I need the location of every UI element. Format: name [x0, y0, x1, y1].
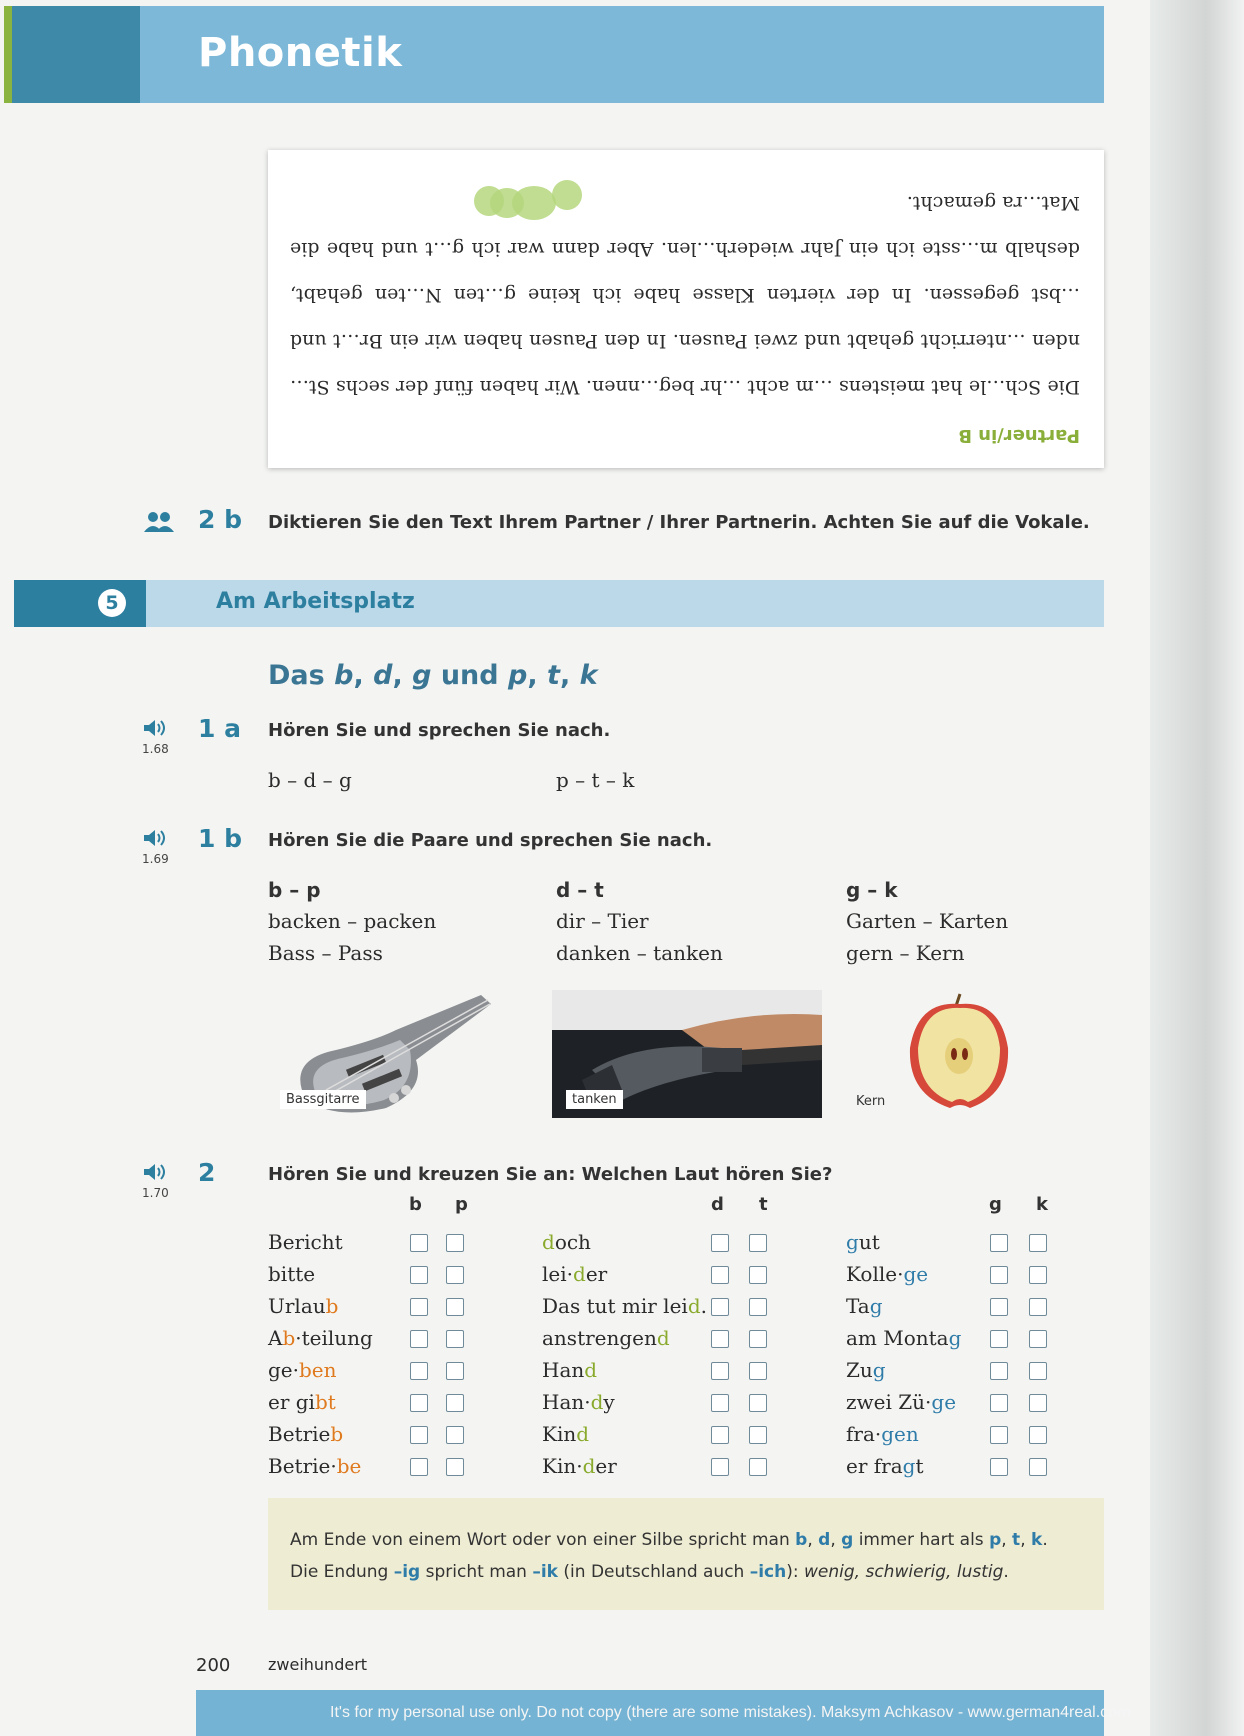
- audio-speaker-icon[interactable]: [142, 1162, 168, 1186]
- task2-word: Betrieb: [268, 1422, 344, 1446]
- section-title: Am Arbeitsplatz: [216, 589, 415, 614]
- column-header: p: [455, 1194, 468, 1215]
- image-caption: Bassgitarre: [280, 1090, 366, 1109]
- decorative-blob: [552, 180, 582, 210]
- answer-checkbox[interactable]: [711, 1394, 729, 1412]
- task-instruction: Hören Sie die Paare und sprechen Sie nach.: [268, 830, 713, 851]
- answer-checkbox[interactable]: [410, 1394, 428, 1412]
- answer-checkbox[interactable]: [410, 1426, 428, 1444]
- task2-word: lei·der: [542, 1262, 608, 1286]
- answer-checkbox[interactable]: [1029, 1266, 1047, 1284]
- answer-checkbox[interactable]: [1029, 1234, 1047, 1252]
- task2-word: zwei Zü·ge: [846, 1390, 957, 1414]
- answer-checkbox[interactable]: [1029, 1362, 1047, 1380]
- answer-checkbox[interactable]: [1029, 1298, 1047, 1316]
- task2-word: gut: [846, 1230, 880, 1254]
- answer-checkbox[interactable]: [749, 1298, 767, 1316]
- answer-checkbox[interactable]: [990, 1426, 1008, 1444]
- answer-checkbox[interactable]: [749, 1362, 767, 1380]
- task2-word: Zug: [846, 1358, 886, 1382]
- answer-checkbox[interactable]: [711, 1458, 729, 1476]
- answer-checkbox[interactable]: [990, 1362, 1008, 1380]
- answer-checkbox[interactable]: [446, 1426, 464, 1444]
- page-number: 200: [196, 1655, 231, 1676]
- task2-word: anstrengend: [542, 1326, 670, 1350]
- partner-text: Die Sch…le hat meistens …m acht …hr beg…nnen. Wir haben fünf der sechs St…nden …nterricht gehabt und zwei Pausen. In den Pausen haben wir ein Br…t und …bst gegessen. In der vierten Klasse habe ich keine g…ten N…ten gehabt, deshalb m…sste ich ein Jahr wiederh…len. Aber dann war ich g…t und habe die Mat…ra gemacht.: [290, 192, 1080, 398]
- answer-checkbox[interactable]: [410, 1234, 428, 1252]
- answer-checkbox[interactable]: [1029, 1458, 1047, 1476]
- task2-word: fra·gen: [846, 1422, 919, 1446]
- pair-heading: g – k: [846, 878, 898, 902]
- answer-checkbox[interactable]: [446, 1458, 464, 1476]
- task2-word: Kolle·ge: [846, 1262, 929, 1286]
- page-title: Phonetik: [198, 30, 403, 76]
- task2-word: Das tut mir leid.: [542, 1294, 707, 1318]
- answer-checkbox[interactable]: [1029, 1394, 1047, 1412]
- task2-word: am Montag: [846, 1326, 962, 1350]
- word-pair: danken – tanken: [556, 941, 723, 965]
- task2-word: Kind: [542, 1422, 590, 1446]
- task-number: 1 a: [198, 714, 241, 743]
- word-pair: gern – Kern: [846, 941, 965, 965]
- page-number-word: zweihundert: [268, 1655, 368, 1674]
- answer-checkbox[interactable]: [711, 1298, 729, 1316]
- answer-checkbox[interactable]: [749, 1330, 767, 1348]
- column-header: k: [1036, 1194, 1048, 1215]
- word-pair: Garten – Karten: [846, 909, 1009, 933]
- task2-word: er gibt: [268, 1390, 336, 1414]
- sound-group: p – t – k: [556, 768, 635, 792]
- word-pair: dir – Tier: [556, 909, 649, 933]
- answer-checkbox[interactable]: [446, 1234, 464, 1252]
- answer-checkbox[interactable]: [990, 1458, 1008, 1476]
- exercise-heading: Das b, d, g und p, t, k: [268, 660, 598, 691]
- section-number: 5: [98, 589, 126, 617]
- answer-checkbox[interactable]: [446, 1362, 464, 1380]
- fuel-nozzle-image: [552, 990, 822, 1118]
- answer-checkbox[interactable]: [990, 1234, 1008, 1252]
- column-header: b: [409, 1194, 422, 1215]
- answer-checkbox[interactable]: [446, 1298, 464, 1316]
- pair-heading: d – t: [556, 878, 604, 902]
- answer-checkbox[interactable]: [990, 1394, 1008, 1412]
- answer-checkbox[interactable]: [410, 1266, 428, 1284]
- answer-checkbox[interactable]: [1029, 1426, 1047, 1444]
- pair-heading: b – p: [268, 878, 321, 902]
- task2-word: bitte: [268, 1262, 316, 1286]
- answer-checkbox[interactable]: [446, 1394, 464, 1412]
- answer-checkbox[interactable]: [749, 1234, 767, 1252]
- track-number: 1.68: [142, 742, 169, 756]
- audio-speaker-icon[interactable]: [142, 828, 168, 852]
- answer-checkbox[interactable]: [990, 1330, 1008, 1348]
- audio-speaker-icon[interactable]: [142, 718, 168, 742]
- task-number: 2: [198, 1158, 216, 1187]
- answer-checkbox[interactable]: [410, 1362, 428, 1380]
- task2-word: ge·ben: [268, 1358, 337, 1382]
- task2-word: Kin·der: [542, 1454, 617, 1478]
- task2-word: Tag: [846, 1294, 883, 1318]
- partner-b-card: [268, 150, 1104, 468]
- header-dark-block: [12, 6, 144, 103]
- answer-checkbox[interactable]: [711, 1362, 729, 1380]
- task2-word: Betrie·be: [268, 1454, 362, 1478]
- answer-checkbox[interactable]: [711, 1266, 729, 1284]
- answer-checkbox[interactable]: [990, 1298, 1008, 1316]
- answer-checkbox[interactable]: [749, 1394, 767, 1412]
- track-number: 1.69: [142, 852, 169, 866]
- task2-word: er fragt: [846, 1454, 924, 1478]
- answer-checkbox[interactable]: [711, 1426, 729, 1444]
- answer-checkbox[interactable]: [410, 1458, 428, 1476]
- task-instruction: Hören Sie und kreuzen Sie an: Welchen Laut hören Sie?: [268, 1164, 833, 1185]
- column-header: g: [989, 1194, 1002, 1215]
- answer-checkbox[interactable]: [1029, 1330, 1047, 1348]
- column-header: d: [711, 1194, 724, 1215]
- image-caption: tanken: [566, 1090, 623, 1109]
- word-pair: Bass – Pass: [268, 941, 383, 965]
- task-instruction: Hören Sie und sprechen Sie nach.: [268, 720, 611, 741]
- task2-word: Bericht: [268, 1230, 343, 1254]
- rule-box: [268, 1498, 1104, 1610]
- column-header: t: [759, 1194, 768, 1215]
- pair-work-icon: [144, 510, 174, 538]
- task-number: 2 b: [198, 505, 242, 534]
- image-caption: Kern: [856, 1094, 886, 1109]
- task2-word: doch: [542, 1230, 591, 1254]
- task-number: 1 b: [198, 824, 242, 853]
- answer-checkbox[interactable]: [749, 1266, 767, 1284]
- answer-checkbox[interactable]: [410, 1330, 428, 1348]
- sound-group: b – d – g: [268, 768, 352, 792]
- footer-note: It's for my personal use only. Do not copy (there are some mistakes). Maksym Achkasov - www.german4real.com: [330, 1704, 1131, 1721]
- answer-checkbox[interactable]: [711, 1234, 729, 1252]
- rule-text: Am Ende von einem Wort oder von einer Silbe spricht man b, d, g immer hart als p, t, k. Die Endung –ig spricht man –ik (in Deutschland auch –ich): wenig, schwierig, lustig.: [290, 1530, 1048, 1582]
- page-gutter-shadow: [1150, 0, 1244, 1736]
- task2-word: Hand: [542, 1358, 598, 1382]
- answer-checkbox[interactable]: [446, 1266, 464, 1284]
- partner-label: Partner/in B: [958, 425, 1080, 446]
- apple-image: [850, 990, 1040, 1118]
- answer-checkbox[interactable]: [410, 1298, 428, 1316]
- track-number: 1.70: [142, 1186, 169, 1200]
- answer-checkbox[interactable]: [711, 1330, 729, 1348]
- answer-checkbox[interactable]: [749, 1426, 767, 1444]
- task-instruction: Diktieren Sie den Text Ihrem Partner / Ihrer Partnerin. Achten Sie auf die Vokale.: [268, 512, 1090, 533]
- decorative-blob: [474, 186, 504, 216]
- task2-word: Han·dy: [542, 1390, 615, 1414]
- answer-checkbox[interactable]: [446, 1330, 464, 1348]
- bass-guitar-image: [276, 990, 516, 1118]
- answer-checkbox[interactable]: [990, 1266, 1008, 1284]
- section-number-block: [14, 580, 146, 627]
- word-pair: backen – packen: [268, 909, 437, 933]
- answer-checkbox[interactable]: [749, 1458, 767, 1476]
- task2-word: Ab·teilung: [268, 1326, 373, 1350]
- task2-word: Urlaub: [268, 1294, 339, 1318]
